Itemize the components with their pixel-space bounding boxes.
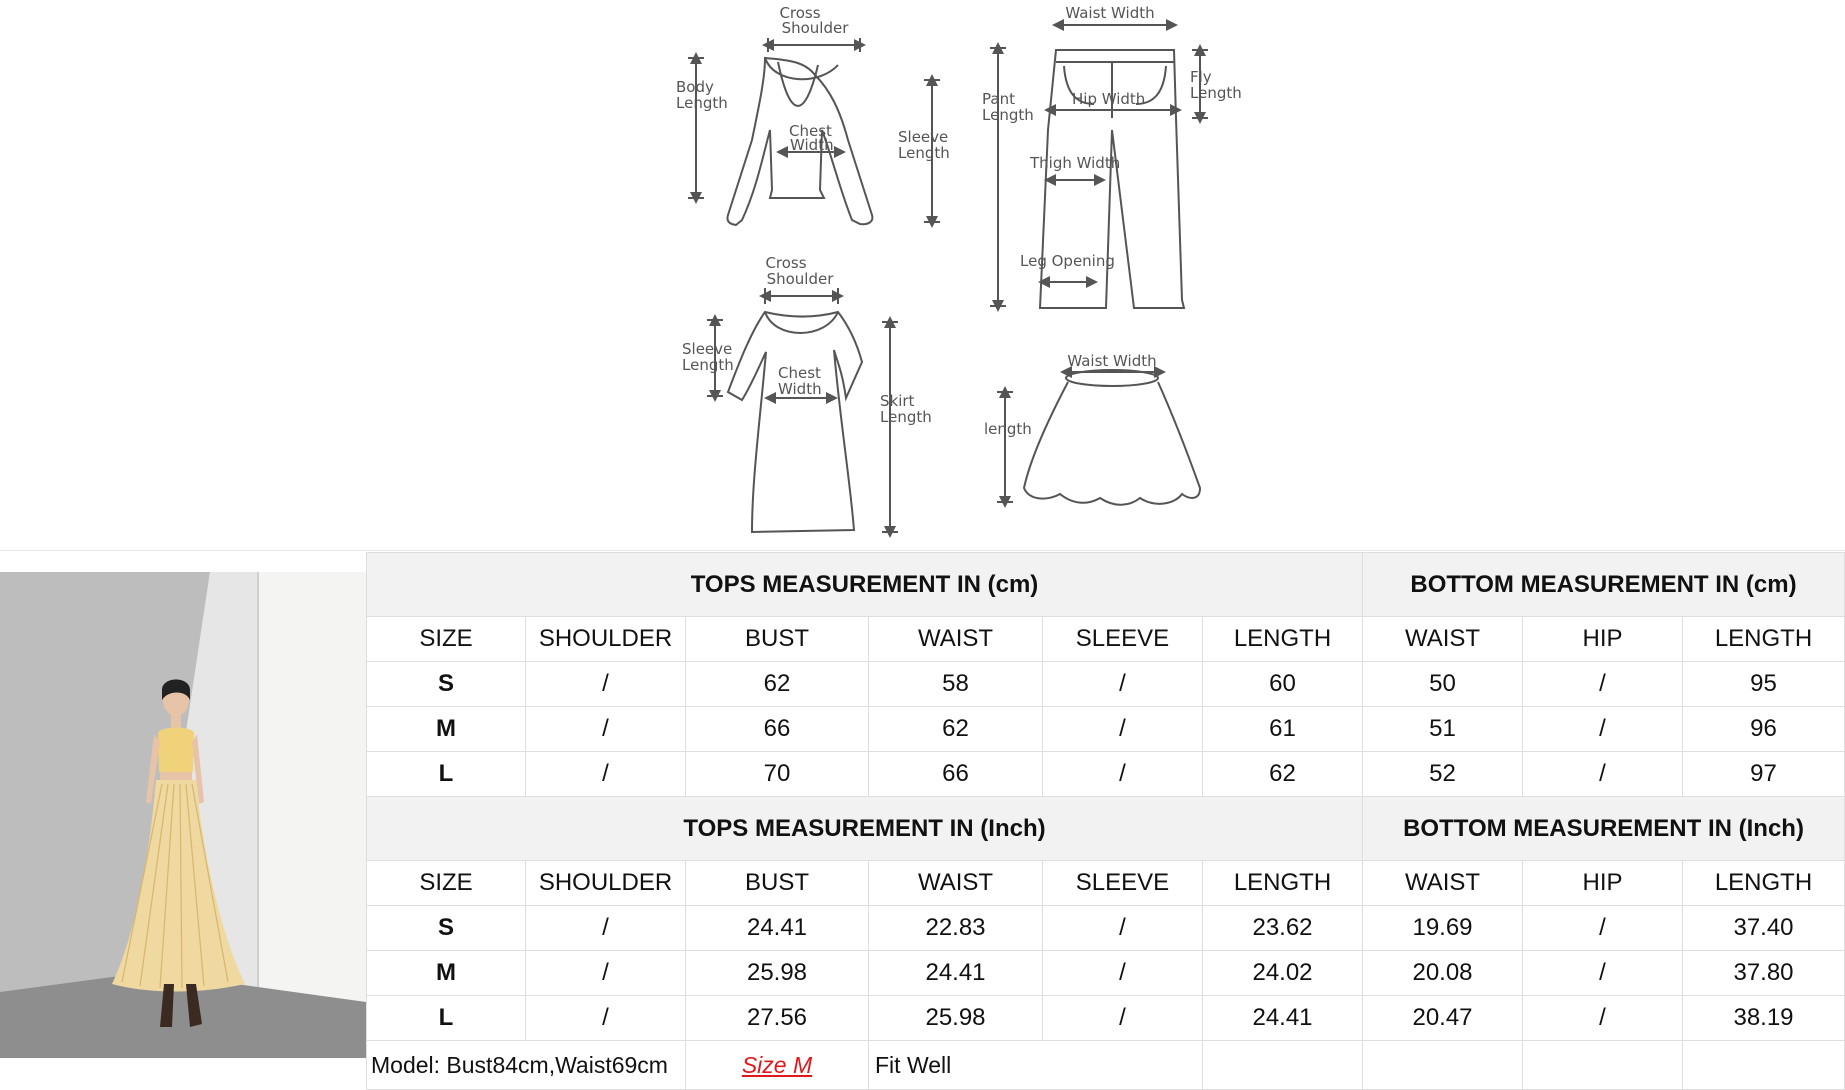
table-cell: 37.40: [1683, 906, 1845, 951]
cm-column-header-row: [367, 617, 1845, 662]
skirt-waist-width-label: Waist Width: [1067, 352, 1157, 370]
pants-waist-width-label: Waist Width: [1065, 4, 1155, 22]
column-header: SIZE: [367, 617, 526, 662]
table-cell: 22.83: [869, 906, 1043, 951]
table-cell: 97: [1683, 752, 1845, 797]
table-cell: 24.41: [686, 906, 869, 951]
column-header: SHOULDER: [526, 617, 686, 662]
table-cell: /: [1523, 951, 1683, 996]
column-header: SLEEVE: [1043, 861, 1203, 906]
skirt-outline: [1024, 382, 1200, 505]
pants-leg-opening-label: Leg Opening: [1020, 252, 1115, 270]
table-cell: 24.41: [869, 951, 1043, 996]
model-size: Size M: [686, 1041, 869, 1090]
table-cell: /: [526, 752, 686, 797]
dress-cross-shoulder-label-1: Cross: [765, 254, 807, 272]
table-cell: /: [1043, 662, 1203, 707]
top-cross-shoulder-label-2: Shoulder: [781, 19, 849, 37]
table-cell: 66: [686, 707, 869, 752]
size-chart-table: [366, 552, 1845, 1090]
column-header: BUST: [686, 617, 869, 662]
size-cell: M: [367, 951, 526, 996]
column-header: WAIST: [1363, 861, 1523, 906]
table-row: [367, 996, 1845, 1041]
table-cell: 62: [686, 662, 869, 707]
model-info-row: [367, 1041, 1845, 1090]
table-cell: /: [526, 906, 686, 951]
dress-chest-width-label-1: Chest: [778, 364, 821, 382]
table-row: [367, 951, 1845, 996]
column-header: SIZE: [367, 861, 526, 906]
column-header: HIP: [1523, 617, 1683, 662]
table-cell: 20.08: [1363, 951, 1523, 996]
fit-note: Fit Well: [869, 1041, 1203, 1090]
table-cell: 38.19: [1683, 996, 1845, 1041]
table-cell: 19.69: [1363, 906, 1523, 951]
model-photo-svg: [0, 572, 366, 1058]
table-cell: 60: [1203, 662, 1363, 707]
column-header: WAIST: [869, 861, 1043, 906]
column-header: LENGTH: [1683, 617, 1845, 662]
top-inner-neck: [778, 62, 818, 106]
size-cell: S: [367, 662, 526, 707]
table-cell: /: [1523, 662, 1683, 707]
table-cell: 70: [686, 752, 869, 797]
table-row: [367, 707, 1845, 752]
inch-column-header-row: [367, 861, 1845, 906]
table-cell: 20.47: [1363, 996, 1523, 1041]
size-cell: S: [367, 906, 526, 951]
top-neckline: [765, 58, 838, 79]
empty-cell: [1683, 1041, 1845, 1090]
dress-sleeve-length-label-1: Sleeve: [682, 340, 733, 358]
pants-hip-width-label: Hip Width: [1072, 90, 1146, 108]
table-cell: /: [1523, 906, 1683, 951]
size-cell: L: [367, 996, 526, 1041]
table-cell: /: [1043, 752, 1203, 797]
table-cell: /: [526, 662, 686, 707]
dress-skirt-length-label-2: Length: [880, 408, 932, 426]
column-header: BUST: [686, 861, 869, 906]
column-header: HIP: [1523, 861, 1683, 906]
table-cell: /: [526, 951, 686, 996]
tops-cm-title: TOPS MEASUREMENT IN (cm): [367, 553, 1363, 617]
top-cross-shoulder-label-1: Cross: [779, 4, 821, 22]
column-header: LENGTH: [1203, 617, 1363, 662]
dress-skirt-length-label-1: Skirt: [880, 392, 915, 410]
pants-pant-length-label-1: Pant: [982, 90, 1015, 108]
size-cell: L: [367, 752, 526, 797]
column-header: SLEEVE: [1043, 617, 1203, 662]
pants-fly-length-label-2: Length: [1190, 84, 1242, 102]
table-cell: 96: [1683, 707, 1845, 752]
top-sleeve-length-label-2: Length: [898, 144, 950, 162]
table-cell: 24.02: [1203, 951, 1363, 996]
table-cell: /: [1523, 707, 1683, 752]
top-sleeve-length-label-1: Sleeve: [898, 128, 949, 146]
pants-pant-length-label-2: Length: [982, 106, 1034, 124]
top-chest-width-label-2: Width: [790, 136, 834, 154]
dress-chest-width-label-2: Width: [778, 380, 822, 398]
table-cell: 62: [1203, 752, 1363, 797]
table-cell: 24.41: [1203, 996, 1363, 1041]
table-cell: /: [1523, 752, 1683, 797]
tops-inch-title: TOPS MEASUREMENT IN (Inch): [367, 797, 1363, 861]
table-cell: /: [526, 996, 686, 1041]
inch-section-header: [367, 797, 1845, 861]
table-cell: 25.98: [869, 996, 1043, 1041]
column-header: WAIST: [869, 617, 1043, 662]
table-cell: 61: [1203, 707, 1363, 752]
cm-section-header: [367, 553, 1845, 617]
column-header: LENGTH: [1683, 861, 1845, 906]
table-row: [367, 662, 1845, 707]
dress-diagram: [707, 288, 898, 532]
table-cell: 95: [1683, 662, 1845, 707]
table-cell: /: [1043, 906, 1203, 951]
top-body-length-label-1: Body: [676, 78, 714, 96]
table-cell: 50: [1363, 662, 1523, 707]
table-cell: /: [1043, 951, 1203, 996]
empty-cell: [1363, 1041, 1523, 1090]
table-cell: 58: [869, 662, 1043, 707]
table-cell: /: [1043, 996, 1203, 1041]
size-cell: M: [367, 707, 526, 752]
bottom-inch-title: BOTTOM MEASUREMENT IN (Inch): [1363, 797, 1845, 861]
column-header: LENGTH: [1203, 861, 1363, 906]
table-cell: /: [1523, 996, 1683, 1041]
pants-fly-length-label-1: Fly: [1190, 68, 1212, 86]
table-cell: /: [1043, 707, 1203, 752]
pants-thigh-width-label: Thigh Width: [1030, 154, 1121, 172]
table-cell: 52: [1363, 752, 1523, 797]
top-chest-width-label-1: Chest: [789, 122, 832, 140]
empty-cell: [1203, 1041, 1363, 1090]
dress-sleeve-length-label-2: Length: [682, 356, 734, 374]
table-cell: /: [526, 707, 686, 752]
bottom-cm-title: BOTTOM MEASUREMENT IN (cm): [1363, 553, 1845, 617]
column-header: WAIST: [1363, 617, 1523, 662]
table-cell: 51: [1363, 707, 1523, 752]
skirt-length-label: length: [984, 420, 1032, 438]
table-cell: 27.56: [686, 996, 869, 1041]
table-cell: 37.80: [1683, 951, 1845, 996]
column-header: SHOULDER: [526, 861, 686, 906]
model-measurements: Model: Bust84cm,Waist69cm: [367, 1041, 686, 1090]
table-cell: 62: [869, 707, 1043, 752]
dress-outline: [728, 312, 862, 532]
model-photo: [0, 572, 366, 1058]
table-row: [367, 752, 1845, 797]
dress-cross-shoulder-label-2: Shoulder: [766, 270, 834, 288]
table-row: [367, 906, 1845, 951]
empty-cell: [1523, 1041, 1683, 1090]
top-body-length-label-2: Length: [676, 94, 728, 112]
table-cell: 23.62: [1203, 906, 1363, 951]
table-cell: 66: [869, 752, 1043, 797]
table-cell: 25.98: [686, 951, 869, 996]
